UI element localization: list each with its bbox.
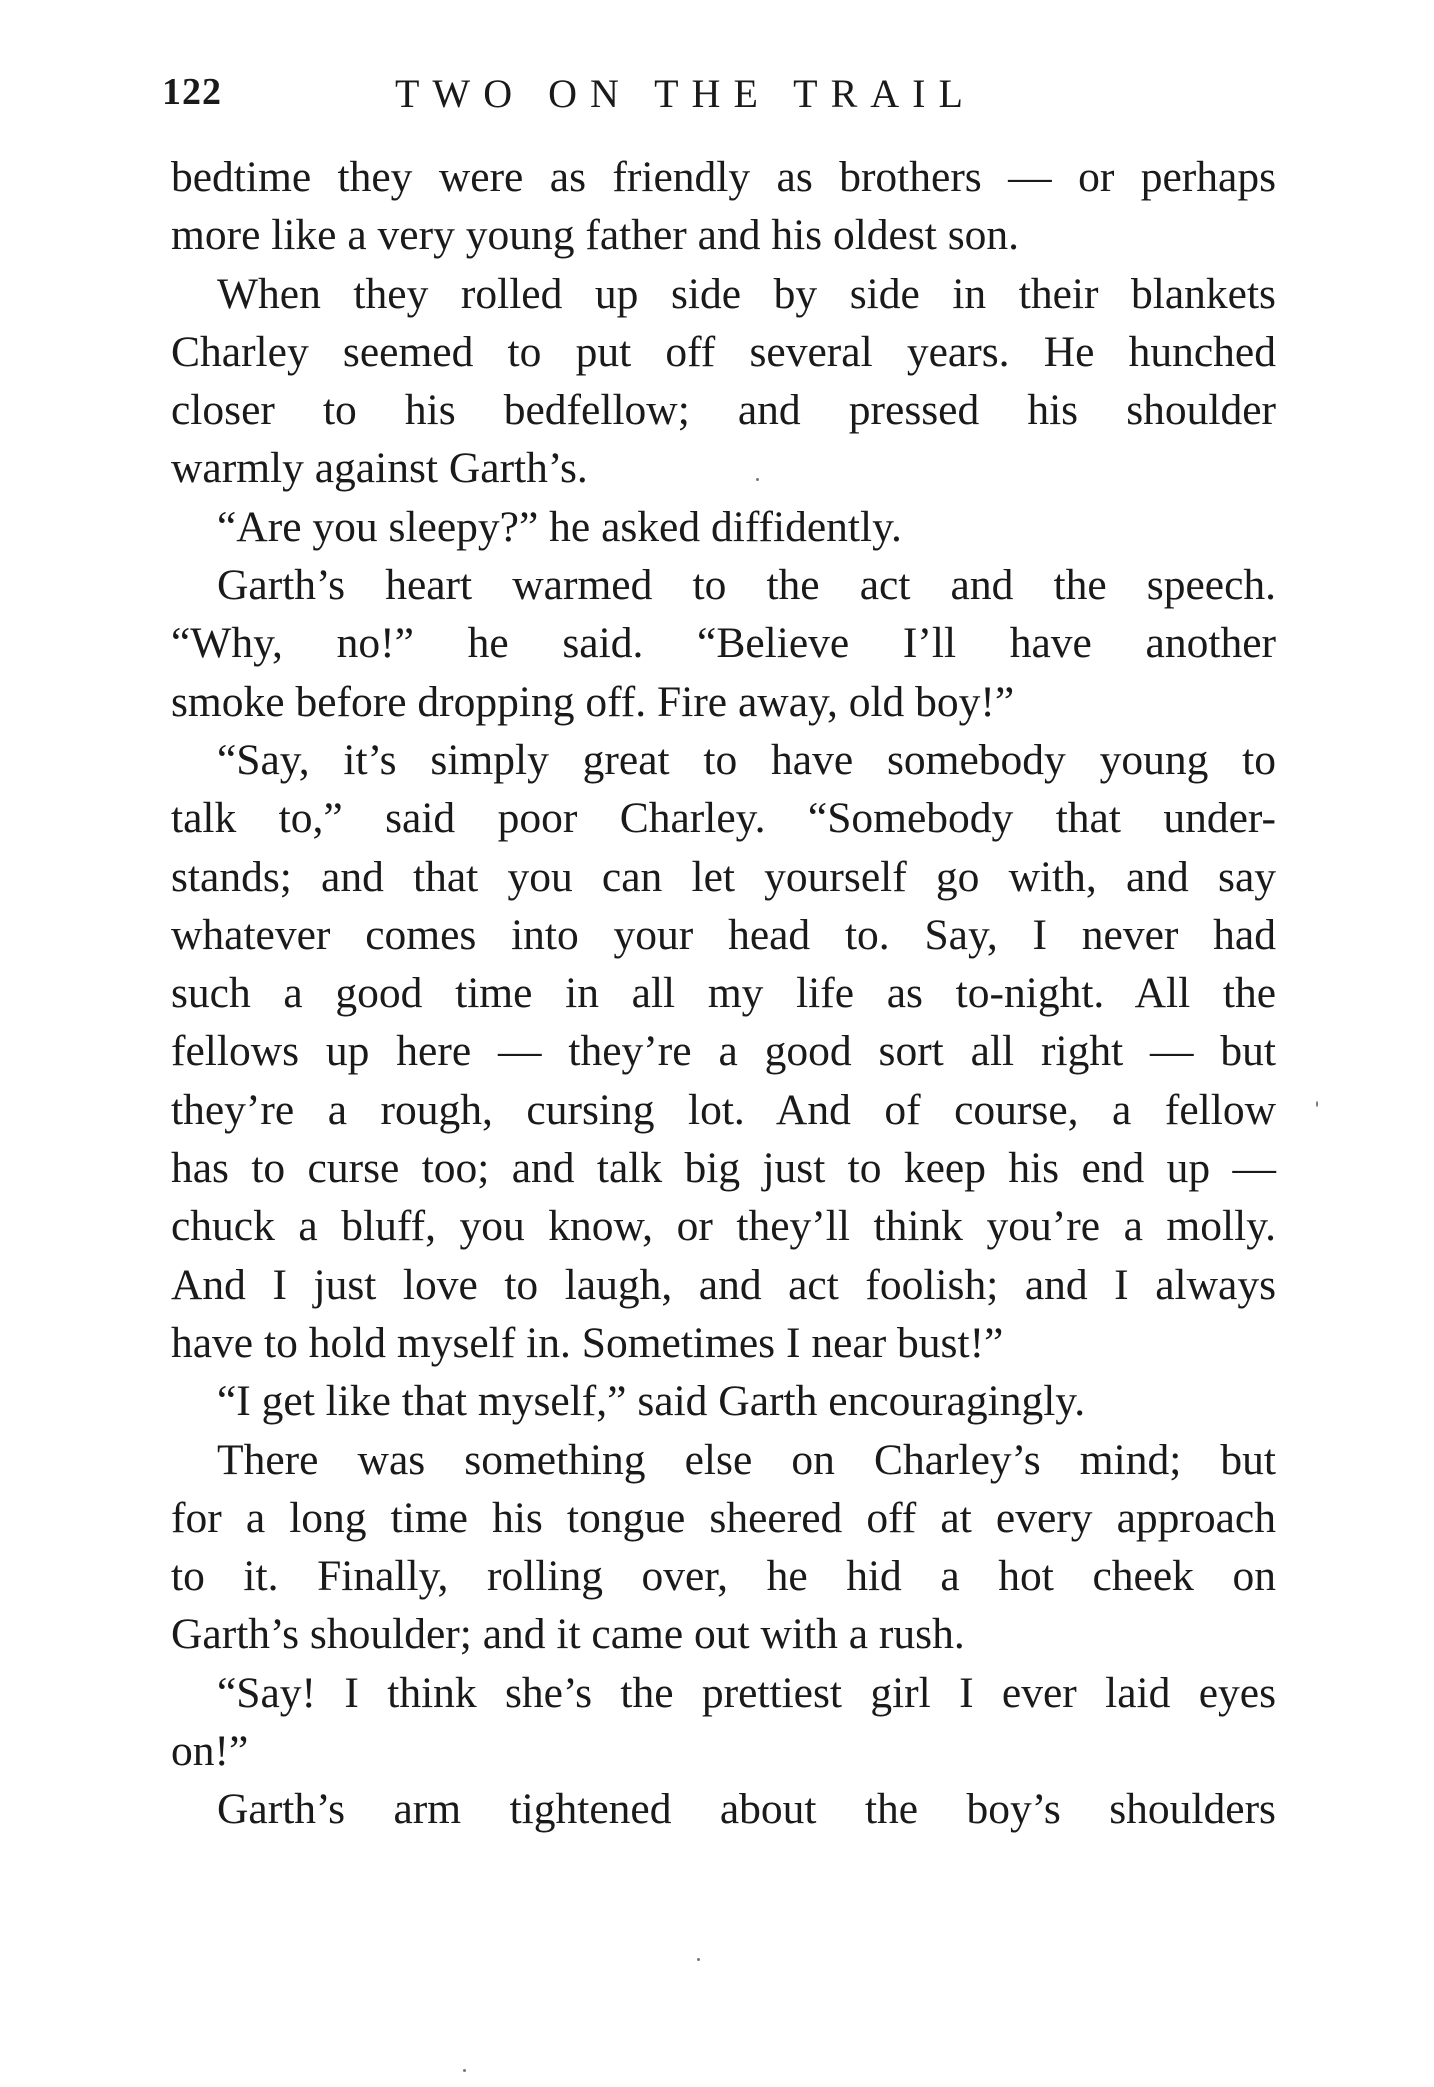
text-line: And I just love to laugh, and act foolish; and I always	[171, 1260, 1276, 1309]
text-line: When they rolled up side by side in their blankets	[217, 269, 1276, 318]
text-line: Garth’s heart warmed to the act and the speech.	[217, 561, 1276, 610]
text-line: fellows up here — they’re a good sort all right — but	[171, 1027, 1276, 1076]
running-title: TWO ON THE TRAIL	[395, 71, 976, 116]
page-number: 122	[162, 71, 222, 113]
text-line: “Why, no!” he said. “Believe I’ll have another	[171, 619, 1276, 668]
text-line: “Say, it’s simply great to have somebody young to	[217, 735, 1276, 784]
text-line: have to hold myself in. Sometimes I near bust!”	[171, 1318, 1004, 1367]
text-line: “Say! I think she’s the prettiest girl I ever laid eyes	[217, 1668, 1276, 1717]
text-line: more like a very young father and his oldest son.	[171, 211, 1020, 260]
text-line: “Are you sleepy?” he asked diffidently.	[217, 502, 902, 551]
text-line: Garth’s arm tightened about the boy’s shoulders	[217, 1785, 1276, 1834]
text-line: Charley seemed to put off several years. He hunched	[171, 327, 1276, 376]
text-line: Garth’s shoulder; and it came out with a rush.	[171, 1610, 965, 1659]
text-line: closer to his bedfellow; and pressed his shoulder	[171, 386, 1276, 435]
text-line: stands; and that you can let yourself go with, and say	[171, 852, 1276, 901]
text-line: chuck a bluff, you know, or they’ll think you’re a molly.	[171, 1202, 1276, 1251]
text-line: There was something else on Charley’s mind; but	[217, 1435, 1276, 1484]
text-line: smoke before dropping off. Fire away, old boy!”	[171, 677, 1015, 726]
text-line: on!”	[171, 1727, 249, 1776]
text-line: “I get like that myself,” said Garth encouragingly.	[217, 1377, 1086, 1426]
text-line: warmly against Garth’s.	[171, 444, 588, 493]
text-line: such a good time in all my life as to-night. All the	[171, 969, 1276, 1018]
text-line: bedtime they were as friendly as brothers — or perhaps	[171, 153, 1276, 201]
text-line: talk to,” said poor Charley. “Somebody that under-	[171, 794, 1276, 843]
body-text	[171, 148, 1276, 1839]
text-line: they’re a rough, cursing lot. And of course, a fellow	[171, 1085, 1276, 1134]
text-line: to it. Finally, rolling over, he hid a hot cheek on	[171, 1552, 1276, 1601]
page-header	[160, 70, 1275, 130]
text-line: for a long time his tongue sheered off at every approach	[171, 1493, 1276, 1542]
text-line: whatever comes into your head to. Say, I never had	[171, 910, 1276, 959]
text-line: has to curse too; and talk big just to keep his end up —	[171, 1144, 1276, 1193]
